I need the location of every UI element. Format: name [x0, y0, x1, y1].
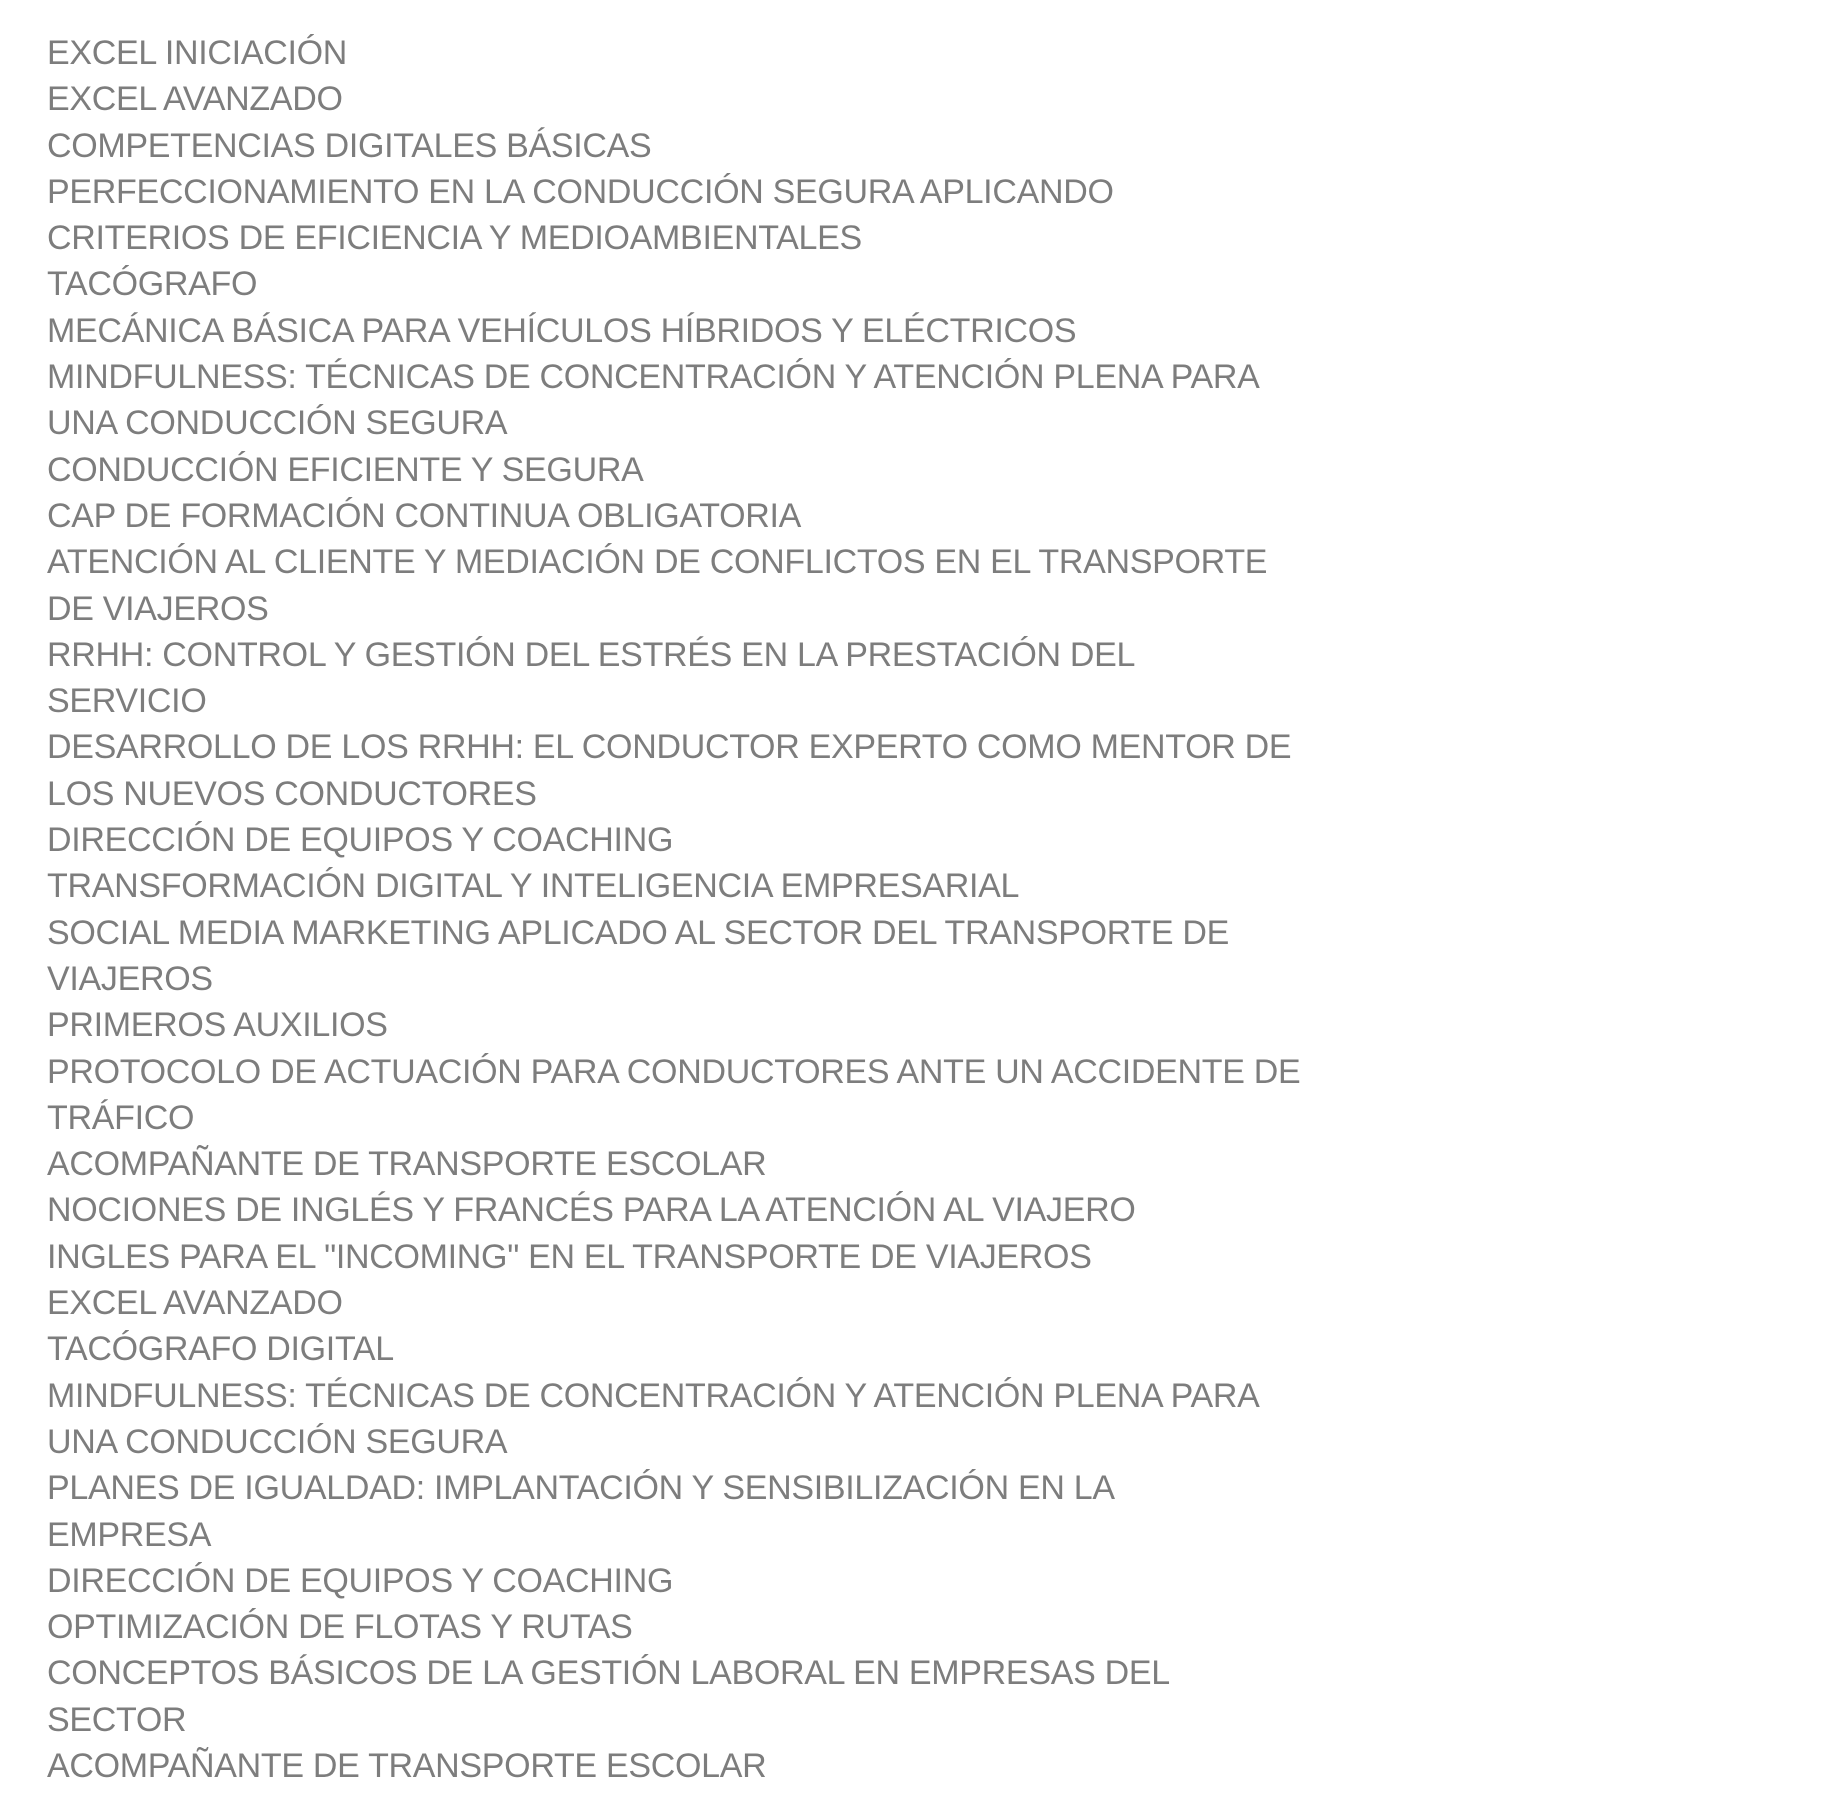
course-title-item [47, 261, 1801, 307]
course-title-item [47, 308, 1801, 354]
course-title-item [47, 1373, 1801, 1466]
course-title-line: DIRECCIÓN DE EQUIPOS Y COACHING [47, 821, 674, 860]
course-title-item [47, 1187, 1801, 1233]
course-title-line: EXCEL AVANZADO [47, 80, 343, 119]
course-title-item [47, 30, 1801, 76]
course-title-item [47, 1326, 1801, 1372]
course-title-line: CONCEPTOS BÁSICOS DE LA GESTIÓN LABORAL EN EMPRESAS DEL [47, 1654, 1170, 1693]
course-title-line: VIAJEROS [47, 959, 213, 998]
course-title-line: SERVICIO [47, 682, 207, 721]
course-title-item [47, 1280, 1801, 1326]
course-title-item [47, 1234, 1801, 1280]
course-title-item [47, 1604, 1801, 1650]
course-title-line: MECÁNICA BÁSICA PARA VEHÍCULOS HÍBRIDOS Y ELÉCTRICOS [47, 311, 1077, 350]
course-title-line: PLANES DE IGUALDAD: IMPLANTACIÓN Y SENSIBILIZACIÓN EN LA [47, 1469, 1115, 1508]
course-title-line: CAP DE FORMACIÓN CONTINUA OBLIGATORIA [47, 496, 802, 535]
course-title-line: CRITERIOS DE EFICIENCIA Y MEDIOAMBIENTALES [47, 219, 862, 258]
course-title-line: UNA CONDUCCIÓN SEGURA [47, 1422, 508, 1461]
course-title-item [47, 1049, 1801, 1142]
course-title-line: SOCIAL MEDIA MARKETING APLICADO AL SECTOR DEL TRANSPORTE DE [47, 913, 1230, 952]
course-title-line: DESARROLLO DE LOS RRHH: EL CONDUCTOR EXPERTO COMO MENTOR DE [47, 728, 1292, 767]
course-title-line: DE VIAJEROS [47, 589, 269, 628]
course-title-item [47, 910, 1801, 1003]
course-title-line: UNA CONDUCCIÓN SEGURA [47, 404, 508, 443]
course-title-line: MINDFULNESS: TÉCNICAS DE CONCENTRACIÓN Y ATENCIÓN PLENA PARA [47, 358, 1260, 397]
course-title-item [47, 863, 1801, 909]
course-title-line: OPTIMIZACIÓN DE FLOTAS Y RUTAS [47, 1608, 633, 1647]
course-title-line: EXCEL AVANZADO [47, 1284, 343, 1323]
course-title-item [47, 76, 1801, 122]
course-title-item [47, 1465, 1801, 1558]
course-title-line: INGLES PARA EL "INCOMING" EN EL TRANSPORTE DE VIAJEROS [47, 1237, 1092, 1276]
course-title-item [47, 539, 1801, 632]
course-title-line: NOCIONES DE INGLÉS Y FRANCÉS PARA LA ATENCIÓN AL VIAJERO [47, 1191, 1136, 1230]
course-title-line: ACOMPAÑANTE DE TRANSPORTE ESCOLAR [47, 1145, 767, 1184]
course-title-line: SECTOR [47, 1700, 187, 1739]
course-title-item [47, 1558, 1801, 1604]
course-title-line: LOS NUEVOS CONDUCTORES [47, 774, 537, 813]
course-title-item [47, 493, 1801, 539]
course-title-item [47, 1650, 1801, 1743]
course-title-line: TACÓGRAFO [47, 265, 258, 304]
course-title-line: PRIMEROS AUXILIOS [47, 1006, 388, 1045]
course-title-line: TRANSFORMACIÓN DIGITAL Y INTELIGENCIA EMPRESARIAL [47, 867, 1020, 906]
course-title-item [47, 817, 1801, 863]
course-title-line: TRÁFICO [47, 1098, 195, 1137]
course-title-line: TACÓGRAFO DIGITAL [47, 1330, 394, 1369]
course-title-line: DIRECCIÓN DE EQUIPOS Y COACHING [47, 1561, 674, 1600]
course-title-item [47, 632, 1801, 725]
course-title-line: ACOMPAÑANTE DE TRANSPORTE ESCOLAR [47, 1746, 767, 1785]
course-title-item [47, 169, 1801, 262]
course-title-line: MINDFULNESS: TÉCNICAS DE CONCENTRACIÓN Y ATENCIÓN PLENA PARA [47, 1376, 1260, 1415]
course-title-line: PERFECCIONAMIENTO EN LA CONDUCCIÓN SEGURA APLICANDO [47, 172, 1114, 211]
course-title-line: CONDUCCIÓN EFICIENTE Y SEGURA [47, 450, 644, 489]
course-title-line: PROTOCOLO DE ACTUACIÓN PARA CONDUCTORES ANTE UN ACCIDENTE DE [47, 1052, 1301, 1091]
course-title-line: EXCEL INICIACIÓN [47, 34, 348, 72]
course-title-item [47, 354, 1801, 447]
course-title-line: ATENCIÓN AL CLIENTE Y MEDIACIÓN DE CONFLICTOS EN EL TRANSPORTE [47, 543, 1268, 582]
course-title-line: EMPRESA [47, 1515, 212, 1554]
course-title-item [47, 447, 1801, 493]
course-title-line: COMPETENCIAS DIGITALES BÁSICAS [47, 126, 652, 165]
course-title-item [47, 1743, 1801, 1789]
course-title-line: RRHH: CONTROL Y GESTIÓN DEL ESTRÉS EN LA PRESTACIÓN DEL [47, 635, 1136, 674]
course-title-item [47, 1002, 1801, 1048]
course-title-item [47, 1141, 1801, 1187]
course-title-item [47, 724, 1801, 817]
course-title-item [47, 123, 1801, 169]
